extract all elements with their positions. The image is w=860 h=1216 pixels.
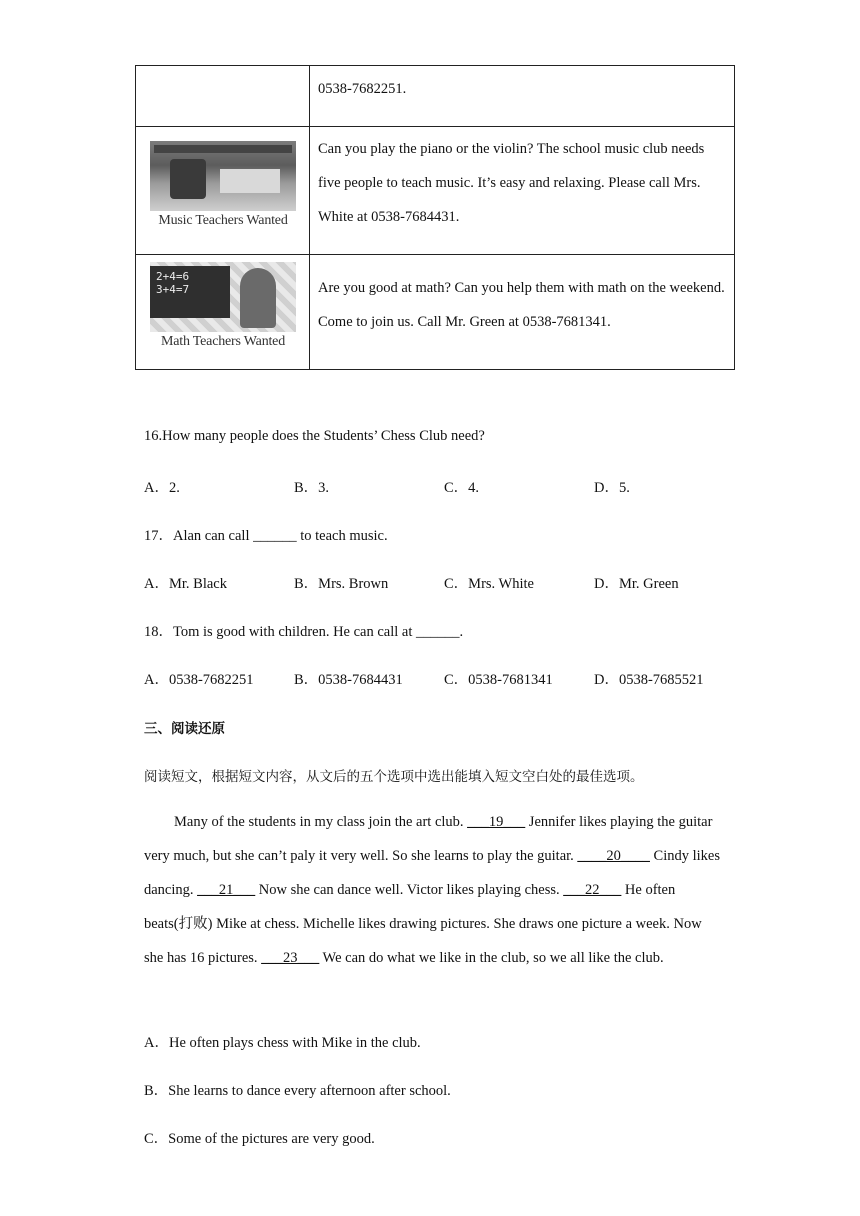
q16-option-b: B．3. (294, 480, 330, 496)
q16-option-c: C．4. (444, 480, 480, 496)
blank-23: ___23___ (261, 950, 320, 966)
table-row-1-text: 0538-7682251. (318, 81, 407, 97)
q18-option-b: B．0538-7684431 (294, 672, 403, 688)
choice-c: C．Some of the pictures are very good. (144, 1131, 375, 1147)
q17-option-a: A．Mr. Black (144, 576, 227, 592)
passage-text: He often beats(打败) Mike at chess. Michelle likes drawing pictures. She draws one picture a week. Now she has 16 pictures. (144, 882, 702, 966)
blank-22: ___22___ (563, 882, 622, 898)
q18-option-a: A．0538-7682251 (144, 672, 254, 688)
q18-option-c: C．0538-7681341 (444, 672, 553, 688)
math-blackboard-photo: 2+4=6 3+4=7 (150, 262, 296, 332)
math-ad-text: Are you good at math? Can you help them with math on the weekend. Come to join us. Call Mr. Green at 0538-7681341. (318, 280, 725, 330)
music-ad-image (150, 141, 296, 229)
math-ad-image (150, 262, 296, 350)
question-17: 17．Alan can call ______ to teach music. (144, 528, 388, 544)
passage-text: Now she can dance well. Victor likes playing chess. (255, 882, 564, 898)
table-row-divider (136, 126, 734, 127)
q17-option-d: D．Mr. Green (594, 576, 679, 592)
question-16: 16.How many people does the Students’ Chess Club need? (144, 428, 485, 444)
q16-option-a: A．2. (144, 480, 180, 496)
blank-20: ____20____ (577, 848, 650, 864)
section-heading: 三、阅读还原 (144, 721, 225, 737)
q16-option-d: D．5. (594, 480, 630, 496)
music-classroom-photo (150, 141, 296, 211)
music-ad-caption: Music Teachers Wanted (158, 213, 288, 228)
question-18: 18．Tom is good with children. He can call at ______. (144, 624, 464, 640)
passage-text: We can do what we like in the club, so we all like the club. (319, 950, 664, 966)
table-column-divider (309, 66, 310, 369)
table-row-divider (136, 254, 734, 255)
math-ad-caption: Math Teachers Wanted (161, 334, 285, 349)
blank-21: ___21___ (197, 882, 256, 898)
section-instruction: 阅读短文，根据短文内容，从文后的五个选项中选出能填入短文空白处的最佳选项。 (144, 769, 644, 785)
passage-text: Cindy likes dancing. (144, 848, 721, 898)
blank-19: ___19___ (467, 814, 526, 830)
q17-option-b: B．Mrs. Brown (294, 576, 389, 592)
passage-text: Many of the students in my class join the art club. (174, 814, 468, 830)
music-ad-text: Can you play the piano or the violin? The school music club needs five people to teach music. It’s easy and relaxing. Please call Mrs. White at 0538-7684431. (318, 141, 705, 225)
reading-passage (144, 805, 724, 975)
q17-option-c: C．Mrs. White (444, 576, 534, 592)
ads-table (135, 65, 735, 370)
choice-a: A．He often plays chess with Mike in the club. (144, 1035, 421, 1051)
choice-b: B．She learns to dance every afternoon after school. (144, 1083, 451, 1099)
passage-text: Jennifer likes playing the guitar very much, but she can’t paly it very well. So she learns to play the guitar. (144, 814, 713, 864)
q18-option-d: D．0538-7685521 (594, 672, 704, 688)
